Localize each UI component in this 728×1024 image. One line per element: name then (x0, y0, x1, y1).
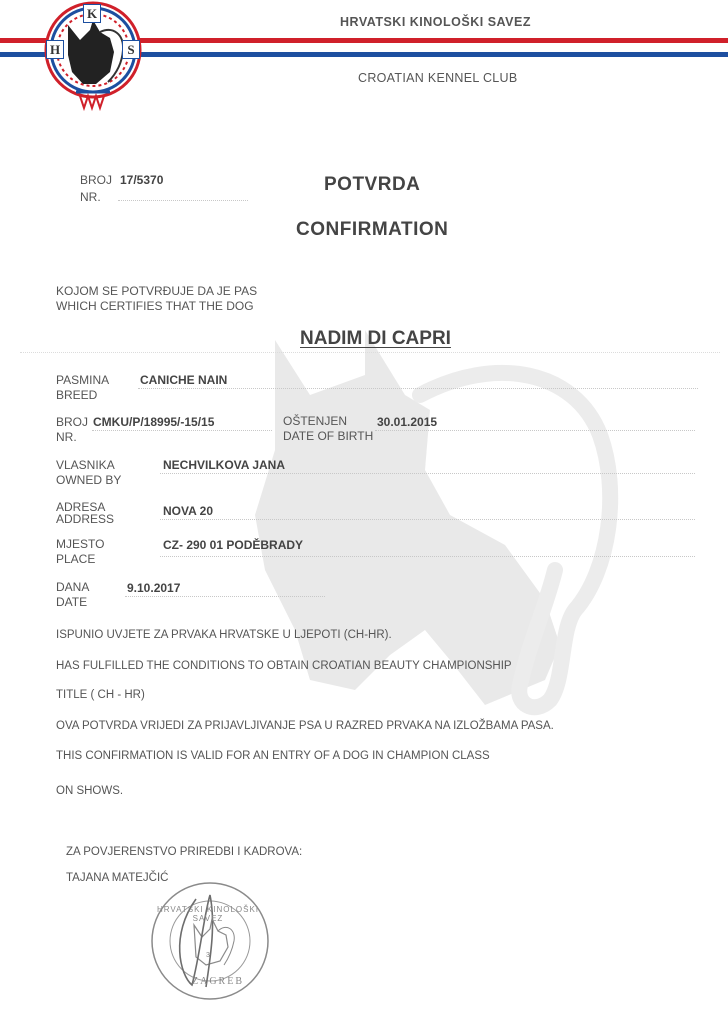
date-label-hr: DANA (56, 580, 90, 594)
owner-label-hr: VLASNIKA (56, 458, 115, 472)
stamp-city: ZAGREB (192, 976, 244, 987)
number-label-en: NR. (80, 190, 101, 204)
owner-value: NECHVILKOVA JANA (163, 458, 286, 472)
date-value: 9.10.2017 (127, 581, 181, 595)
owner-label-en: OWNED BY (56, 473, 122, 487)
separator-line (20, 352, 720, 353)
statement-champion-en: HAS FULFILLED THE CONDITIONS TO OBTAIN CROATIAN BEAUTY CHAMPIONSHIP (56, 660, 512, 672)
dob-underline (375, 430, 695, 431)
document-title-en: CONFIRMATION (296, 219, 449, 240)
number-underline (118, 200, 248, 201)
org-name: HRVATSKI KINOLOŠKI SAVEZ (340, 15, 531, 29)
org-name-english: CROATIAN KENNEL CLUB (358, 71, 518, 85)
place-value: CZ- 290 01 PODĚBRADY (163, 538, 304, 552)
dob-label-en: DATE OF BIRTH (283, 429, 374, 443)
address-value: NOVA 20 (163, 504, 214, 518)
reg-no-value: CMKU/P/18995/-15/15 (93, 415, 215, 429)
breed-value: CANICHE NAIN (140, 373, 228, 387)
intro-text-hr: KOJOM SE POTVRĐUJE DA JE PAS (56, 284, 258, 298)
place-label-hr: MJESTO (56, 537, 105, 551)
signatory-name: TAJANA MATEJČIĆ (66, 872, 169, 884)
dog-name: NADIM DI CAPRI (300, 328, 451, 349)
place-label-en: PLACE (56, 552, 96, 566)
reg-no-underline (92, 430, 272, 431)
address-underline (160, 519, 695, 520)
statement-champion-hr: ISPUNIO UVJETE ZA PRVAKA HRVATSKE U LJEPOTI (CH-HR). (56, 629, 392, 641)
breed-label-en: BREED (56, 388, 98, 402)
number-value: 17/5370 (120, 173, 164, 187)
watermark-dog (215, 300, 635, 720)
logo-letter-s: S (122, 40, 140, 59)
stamp-text: HRVATSKI KINOLOŠKI SAVEZ (156, 905, 260, 923)
reg-no-label-en: NR. (56, 430, 77, 444)
breed-underline (138, 388, 698, 389)
statement-valid-hr: OVA POTVRDA VRIJEDI ZA PRIJAVLJIVANJE PSA U RAZRED PRVAKA NA IZLOŽBAMA PASA. (56, 720, 554, 732)
logo-letter-h: H (46, 40, 64, 59)
address-label-hr: ADRESA (56, 500, 106, 514)
dob-value: 30.01.2015 (377, 415, 438, 429)
owner-underline (160, 473, 695, 474)
document-title-hr: POTVRDA (324, 174, 421, 195)
statement-valid-en: THIS CONFIRMATION IS VALID FOR AN ENTRY OF A DOG IN CHAMPION CLASS (56, 750, 490, 762)
date-underline (125, 596, 325, 597)
date-label-en: DATE (56, 595, 88, 609)
reg-no-label-hr: BROJ (56, 415, 89, 429)
number-label-hr: BROJ (80, 173, 113, 187)
committee-label: ZA POVJERENSTVO PRIREDBI I KADROVA: (66, 846, 303, 858)
address-label-en: ADDRESS (56, 512, 115, 526)
statement-shows: ON SHOWS. (56, 785, 124, 797)
intro-text-en: WHICH CERTIFIES THAT THE DOG (56, 299, 254, 313)
dob-label-hr: OŠTENJEN (283, 414, 348, 428)
stamp-center-number: 3 (206, 952, 210, 959)
place-underline (160, 556, 695, 557)
statement-title: TITLE ( CH - HR) (56, 689, 145, 701)
logo-letter-k: K (83, 4, 101, 23)
breed-label-hr: PASMINA (56, 373, 110, 387)
